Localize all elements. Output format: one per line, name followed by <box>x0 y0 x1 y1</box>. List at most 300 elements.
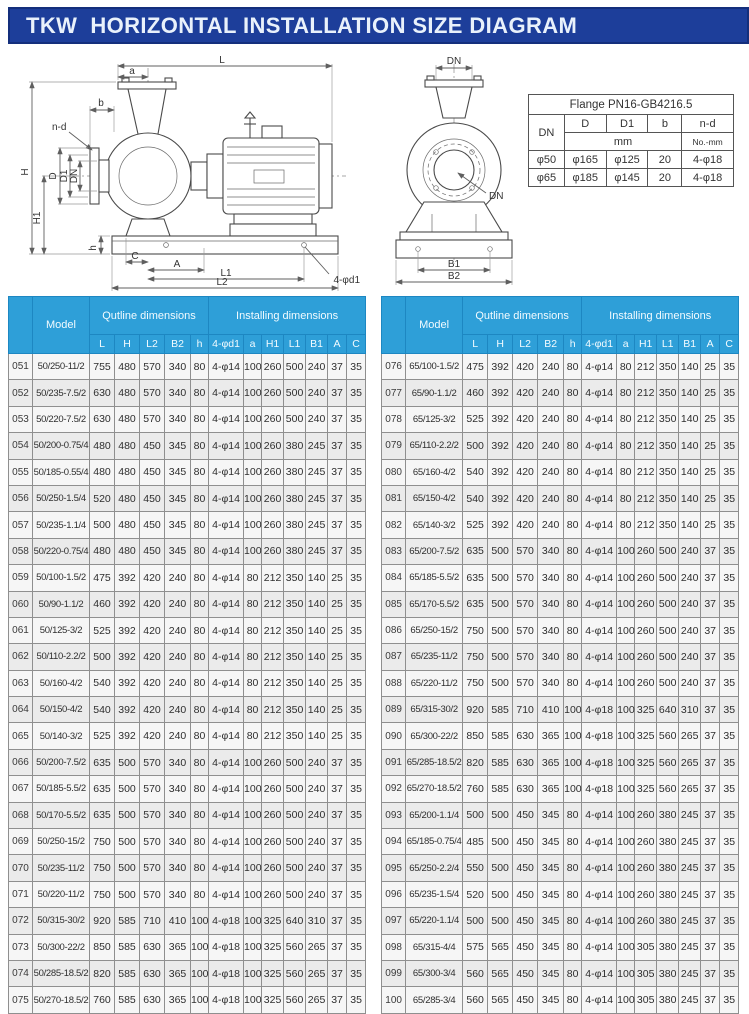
model-cell: 65/150-4/2 <box>406 485 463 511</box>
dim-cell: 260 <box>635 881 657 907</box>
col-H: H <box>488 335 513 354</box>
row-number: 057 <box>9 512 33 538</box>
dim-cell: 500 <box>284 354 306 380</box>
dim-cell: 420 <box>513 433 538 459</box>
dim-cell: 340 <box>165 802 191 828</box>
flange-col-d: D <box>564 115 606 133</box>
dim-cell: 450 <box>513 829 538 855</box>
dim-cell: 565 <box>488 987 513 1013</box>
dim-cell: 380 <box>284 538 306 564</box>
dim-cell: 80 <box>191 591 209 617</box>
dim-cell: 100 <box>617 538 635 564</box>
flange-cell: 4-φ18 <box>682 169 734 187</box>
row-number: 067 <box>9 776 33 802</box>
dim-cell: 80 <box>191 538 209 564</box>
dim-cell: 37 <box>701 617 720 643</box>
dim-cell: 310 <box>306 908 328 934</box>
dim-cell: 260 <box>635 591 657 617</box>
dim-cell: 750 <box>90 829 115 855</box>
model-cell: 65/315-4/4 <box>406 934 463 960</box>
dim-cell: 500 <box>284 749 306 775</box>
dim-cell: 37 <box>328 485 347 511</box>
model-cell: 65/270-18.5/2 <box>406 776 463 802</box>
dim-cell: 420 <box>140 565 165 591</box>
dim-cell: 525 <box>90 723 115 749</box>
dim-cell: 80 <box>564 829 582 855</box>
dim-cell: 245 <box>679 934 701 960</box>
table-row <box>382 934 739 960</box>
dim-cell: 240 <box>306 855 328 881</box>
flange-col-dn: DN <box>529 115 565 151</box>
table-row <box>382 749 739 775</box>
dim-cell: 345 <box>165 538 191 564</box>
dim-cell: 570 <box>513 644 538 670</box>
row-number: 085 <box>382 591 406 617</box>
model-cell: 65/220-11/2 <box>406 670 463 696</box>
dim-cell: 480 <box>115 380 140 406</box>
row-number: 064 <box>9 697 33 723</box>
dim-cell: 365 <box>165 987 191 1013</box>
dim-cell: 4-φ14 <box>582 987 617 1013</box>
row-number: 063 <box>9 670 33 696</box>
dim-cell: 635 <box>463 565 488 591</box>
dim-cell: 35 <box>720 591 739 617</box>
dim-cell: 100 <box>244 433 262 459</box>
dim-cell: 80 <box>564 380 582 406</box>
table-row <box>382 855 739 881</box>
dim-cell: 35 <box>720 934 739 960</box>
discharge-flange <box>118 78 176 134</box>
dim-cell: 35 <box>347 670 366 696</box>
flange-row <box>529 151 734 169</box>
dim-cell: 4-φ14 <box>582 591 617 617</box>
dim-cell: 37 <box>328 934 347 960</box>
table-row <box>382 802 739 828</box>
dim-4-phi-d1: 4-φd1 <box>333 275 360 286</box>
dim-cell: 350 <box>284 723 306 749</box>
motor <box>223 126 332 214</box>
dim-cell: 80 <box>564 960 582 986</box>
dim-cell: 80 <box>191 749 209 775</box>
dim-cell: 420 <box>140 591 165 617</box>
dim-cell: 4-φ14 <box>582 459 617 485</box>
dim-cell: 80 <box>564 908 582 934</box>
model-cell: 65/315-30/2 <box>406 697 463 723</box>
dim-cell: 25 <box>701 354 720 380</box>
dim-cell: 4-φ14 <box>582 881 617 907</box>
bearing-bracket <box>191 154 223 198</box>
dim-cell: 35 <box>720 802 739 828</box>
dim-cell: 420 <box>513 485 538 511</box>
dim-cell: 560 <box>463 987 488 1013</box>
dim-cell: 245 <box>679 908 701 934</box>
model-cell: 50/270-18.5/2 <box>33 987 90 1013</box>
dim-cell: 760 <box>90 987 115 1013</box>
dim-cell: 420 <box>140 617 165 643</box>
dim-cell: 350 <box>284 617 306 643</box>
row-number: 052 <box>9 380 33 406</box>
row-number: 086 <box>382 617 406 643</box>
dim-cell: 350 <box>284 565 306 591</box>
dim-cell: 25 <box>328 591 347 617</box>
dim-cell: 240 <box>538 354 564 380</box>
dim-cell: 245 <box>306 485 328 511</box>
flange-cell: φ185 <box>564 169 606 187</box>
dim-cell: 80 <box>191 881 209 907</box>
dim-cell: 100 <box>617 934 635 960</box>
dim-cell: 80 <box>244 617 262 643</box>
motor-rail <box>230 224 316 236</box>
dim-cell: 365 <box>538 776 564 802</box>
dim-cell: 35 <box>347 485 366 511</box>
dim-cell: 500 <box>284 380 306 406</box>
dim-cell: 630 <box>140 960 165 986</box>
dim-cell: 37 <box>701 538 720 564</box>
pump-foot <box>126 219 170 236</box>
table-row <box>382 697 739 723</box>
dim-cell: 80 <box>617 380 635 406</box>
row-number: 098 <box>382 934 406 960</box>
dim-cell: 265 <box>306 934 328 960</box>
dim-cell: 245 <box>679 855 701 881</box>
dim-cell: 325 <box>262 908 284 934</box>
dim-cell: 420 <box>513 459 538 485</box>
dim-cell: 4-φ14 <box>209 591 244 617</box>
dim-cell: 37 <box>701 908 720 934</box>
dim-cell: 260 <box>635 644 657 670</box>
model-cell: 50/170-5.5/2 <box>33 802 90 828</box>
dim-cell: 240 <box>679 565 701 591</box>
table-row <box>9 934 366 960</box>
col-H1: H1 <box>635 335 657 354</box>
dim-cell: 350 <box>284 644 306 670</box>
dim-cell: 212 <box>262 670 284 696</box>
dim-cell: 420 <box>513 512 538 538</box>
dim-cell: 260 <box>635 565 657 591</box>
dim-cell: 340 <box>538 617 564 643</box>
dim-cell: 520 <box>90 485 115 511</box>
dim-cell: 37 <box>701 776 720 802</box>
table-row <box>9 591 366 617</box>
dim-cell: 850 <box>90 934 115 960</box>
suction-bore <box>434 150 474 190</box>
dim-cell: 265 <box>679 776 701 802</box>
dim-cell: 630 <box>90 380 115 406</box>
dim-cell: 565 <box>488 960 513 986</box>
dim-cell: 755 <box>90 354 115 380</box>
dim-cell: 240 <box>165 644 191 670</box>
row-number: 072 <box>9 908 33 934</box>
dim-cell: 350 <box>657 512 679 538</box>
dim-cell: 500 <box>115 881 140 907</box>
dim-cell: 35 <box>347 459 366 485</box>
dim-cell: 392 <box>115 644 140 670</box>
dim-cell: 750 <box>463 670 488 696</box>
dim-cell: 240 <box>306 354 328 380</box>
dim-cell: 35 <box>347 354 366 380</box>
flange-unit-no-mm: No.-mm <box>682 133 734 151</box>
dim-cell: 212 <box>262 697 284 723</box>
dim-cell: 820 <box>90 960 115 986</box>
dim-cell: 325 <box>635 776 657 802</box>
row-number: 066 <box>9 749 33 775</box>
dim-cell: 80 <box>244 591 262 617</box>
dim-cell: 340 <box>165 776 191 802</box>
dim-cell: 4-φ14 <box>582 512 617 538</box>
dim-cell: 140 <box>679 380 701 406</box>
dim-cell: 525 <box>463 406 488 432</box>
dim-cell: 100 <box>244 908 262 934</box>
dim-cell: 380 <box>657 960 679 986</box>
dim-cell: 4-φ18 <box>209 908 244 934</box>
dim-cell: 4-φ14 <box>209 433 244 459</box>
row-number: 079 <box>382 433 406 459</box>
dim-cell: 37 <box>328 512 347 538</box>
dim-D: D <box>48 172 59 180</box>
dim-cell: 37 <box>328 406 347 432</box>
dim-cell: 35 <box>347 855 366 881</box>
dim-cell: 37 <box>328 433 347 459</box>
dim-cell: 212 <box>635 512 657 538</box>
row-number: 087 <box>382 644 406 670</box>
dim-cell: 35 <box>720 406 739 432</box>
col-L: L <box>463 335 488 354</box>
table-row <box>9 987 366 1013</box>
dim-cell: 37 <box>328 749 347 775</box>
col-H1: H1 <box>262 335 284 354</box>
row-number: 094 <box>382 829 406 855</box>
dim-cell: 35 <box>720 644 739 670</box>
dim-cell: 25 <box>701 380 720 406</box>
dim-cell: 240 <box>679 538 701 564</box>
dim-cell: 37 <box>701 829 720 855</box>
model-cell: 65/285-3/4 <box>406 987 463 1013</box>
dim-cell: 35 <box>720 433 739 459</box>
dim-cell: 500 <box>657 538 679 564</box>
table-row <box>9 644 366 670</box>
flange-table-title: Flange PN16-GB4216.5 <box>529 95 734 115</box>
table-row <box>382 380 739 406</box>
dim-cell: 260 <box>262 829 284 855</box>
dim-cell: 35 <box>347 538 366 564</box>
dim-cell: 100 <box>191 987 209 1013</box>
dim-cell: 500 <box>488 591 513 617</box>
dim-cell: 80 <box>191 670 209 696</box>
dim-cell: 365 <box>538 723 564 749</box>
dim-L2: L2 <box>216 277 228 288</box>
dim-cell: 420 <box>140 723 165 749</box>
dim-cell: 260 <box>262 406 284 432</box>
dim-cell: 310 <box>679 697 701 723</box>
dim-cell: 140 <box>306 617 328 643</box>
dim-cell: 565 <box>488 934 513 960</box>
model-cell: 65/235-11/2 <box>406 644 463 670</box>
dim-cell: 4-φ14 <box>209 354 244 380</box>
dim-cell: 340 <box>538 565 564 591</box>
dim-cell: 37 <box>328 855 347 881</box>
dim-cell: 450 <box>140 538 165 564</box>
table-row <box>9 960 366 986</box>
col-B1: B1 <box>306 335 328 354</box>
dim-cell: 100 <box>617 749 635 775</box>
dim-cell: 4-φ14 <box>209 538 244 564</box>
dim-cell: 710 <box>140 908 165 934</box>
dim-cell: 570 <box>140 855 165 881</box>
model-cell: 50/185-0.55/4 <box>33 459 90 485</box>
dim-cell: 100 <box>617 855 635 881</box>
dim-cell: 635 <box>90 776 115 802</box>
dim-cell: 140 <box>306 670 328 696</box>
dim-cell: 450 <box>140 433 165 459</box>
dim-cell: 570 <box>513 670 538 696</box>
table-row <box>382 723 739 749</box>
table-row <box>9 406 366 432</box>
dim-cell: 25 <box>701 485 720 511</box>
dim-cell: 520 <box>463 881 488 907</box>
dim-cell: 37 <box>328 881 347 907</box>
table-row <box>9 380 366 406</box>
model-cell: 65/170-5.5/2 <box>406 591 463 617</box>
dim-cell: 570 <box>513 591 538 617</box>
dim-cell: 450 <box>140 459 165 485</box>
dim-cell: 570 <box>140 354 165 380</box>
dim-cell: 585 <box>115 987 140 1013</box>
dim-cell: 140 <box>306 697 328 723</box>
dim-cell: 80 <box>191 829 209 855</box>
dim-cell: 25 <box>328 670 347 696</box>
model-cell: 50/220-0.75/4 <box>33 538 90 564</box>
dim-cell: 500 <box>488 802 513 828</box>
dim-cell: 4-φ14 <box>209 855 244 881</box>
dim-cell: 4-φ14 <box>209 406 244 432</box>
dim-cell: 392 <box>488 512 513 538</box>
dim-cell: 25 <box>328 697 347 723</box>
dim-cell: 80 <box>564 670 582 696</box>
model-cell: 50/200-0.75/4 <box>33 433 90 459</box>
dim-cell: 450 <box>513 908 538 934</box>
dim-cell: 35 <box>347 406 366 432</box>
dim-cell: 35 <box>347 565 366 591</box>
model-cell: 65/90-1.1/2 <box>406 380 463 406</box>
dim-cell: 35 <box>347 908 366 934</box>
dim-cell: 570 <box>140 406 165 432</box>
dim-cell: 100 <box>191 908 209 934</box>
model-cell: 65/100-1.5/2 <box>406 354 463 380</box>
model-cell: 50/220-7.5/2 <box>33 406 90 432</box>
col-a: a <box>244 335 262 354</box>
dimension-table-right <box>381 296 739 1014</box>
dim-cell: 570 <box>140 881 165 907</box>
dim-cell: 100 <box>244 512 262 538</box>
dim-cell: 820 <box>463 749 488 775</box>
dim-cell: 350 <box>284 670 306 696</box>
dim-cell: 500 <box>488 644 513 670</box>
dim-cell: 260 <box>635 670 657 696</box>
dim-cell: 480 <box>90 538 115 564</box>
table-row <box>382 565 739 591</box>
outline-group-header: Qutline dimensions <box>463 297 582 335</box>
row-number: 059 <box>9 565 33 591</box>
dim-cell: 460 <box>463 380 488 406</box>
dim-cell: 37 <box>328 538 347 564</box>
model-cell: 50/185-5.5/2 <box>33 776 90 802</box>
dim-cell: 140 <box>306 591 328 617</box>
dim-cell: 25 <box>701 459 720 485</box>
dim-cell: 80 <box>244 565 262 591</box>
dim-cell: 265 <box>306 987 328 1013</box>
dim-cell: 212 <box>635 433 657 459</box>
dim-cell: 35 <box>720 829 739 855</box>
dim-cell: 80 <box>191 512 209 538</box>
table-row <box>9 433 366 459</box>
dim-cell: 480 <box>115 512 140 538</box>
dim-cell: 100 <box>191 934 209 960</box>
pump-side-view-drawing <box>14 52 362 294</box>
dim-cell: 100 <box>564 697 582 723</box>
dim-cell: 35 <box>347 881 366 907</box>
dim-cell: 240 <box>306 406 328 432</box>
dim-cell: 212 <box>635 380 657 406</box>
dim-cell: 80 <box>564 459 582 485</box>
dim-cell: 380 <box>657 802 679 828</box>
dim-cell: 212 <box>262 591 284 617</box>
row-number: 069 <box>9 829 33 855</box>
dim-cell: 392 <box>488 406 513 432</box>
dim-cell: 4-φ18 <box>582 723 617 749</box>
dim-cell: 35 <box>347 644 366 670</box>
dim-cell: 140 <box>679 433 701 459</box>
dim-cell: 525 <box>463 512 488 538</box>
dim-cell: 460 <box>90 591 115 617</box>
dim-cell: 37 <box>701 749 720 775</box>
dim-cell: 260 <box>262 380 284 406</box>
dim-DN-side: DN <box>489 191 504 202</box>
col-C: C <box>347 335 366 354</box>
dim-cell: 585 <box>488 749 513 775</box>
dim-cell: 525 <box>90 617 115 643</box>
dim-cell: 4-φ14 <box>209 749 244 775</box>
dim-cell: 260 <box>635 829 657 855</box>
table-row <box>9 459 366 485</box>
dim-cell: 420 <box>513 406 538 432</box>
dim-cell: 760 <box>463 776 488 802</box>
dim-cell: 4-φ14 <box>209 723 244 749</box>
drawing-area <box>0 46 741 294</box>
dim-cell: 37 <box>328 987 347 1013</box>
model-cell: 50/200-7.5/2 <box>33 749 90 775</box>
dim-cell: 380 <box>284 459 306 485</box>
flange-row <box>529 169 734 187</box>
dim-cell: 100 <box>617 802 635 828</box>
dim-cell: 630 <box>513 776 538 802</box>
dim-cell: 340 <box>165 829 191 855</box>
dim-cell: 585 <box>115 934 140 960</box>
dim-cell: 4-φ14 <box>582 644 617 670</box>
dim-cell: 35 <box>347 829 366 855</box>
dim-cell: 392 <box>115 697 140 723</box>
dim-cell: 37 <box>701 802 720 828</box>
dim-cell: 25 <box>701 406 720 432</box>
dim-cell: 35 <box>720 459 739 485</box>
dim-cell: 325 <box>635 723 657 749</box>
row-number: 091 <box>382 749 406 775</box>
dim-cell: 4-φ14 <box>582 960 617 986</box>
dim-cell: 37 <box>328 829 347 855</box>
model-cell: 65/110-2.2/2 <box>406 433 463 459</box>
dim-cell: 100 <box>244 987 262 1013</box>
row-number: 083 <box>382 538 406 564</box>
dim-cell: 305 <box>635 987 657 1013</box>
